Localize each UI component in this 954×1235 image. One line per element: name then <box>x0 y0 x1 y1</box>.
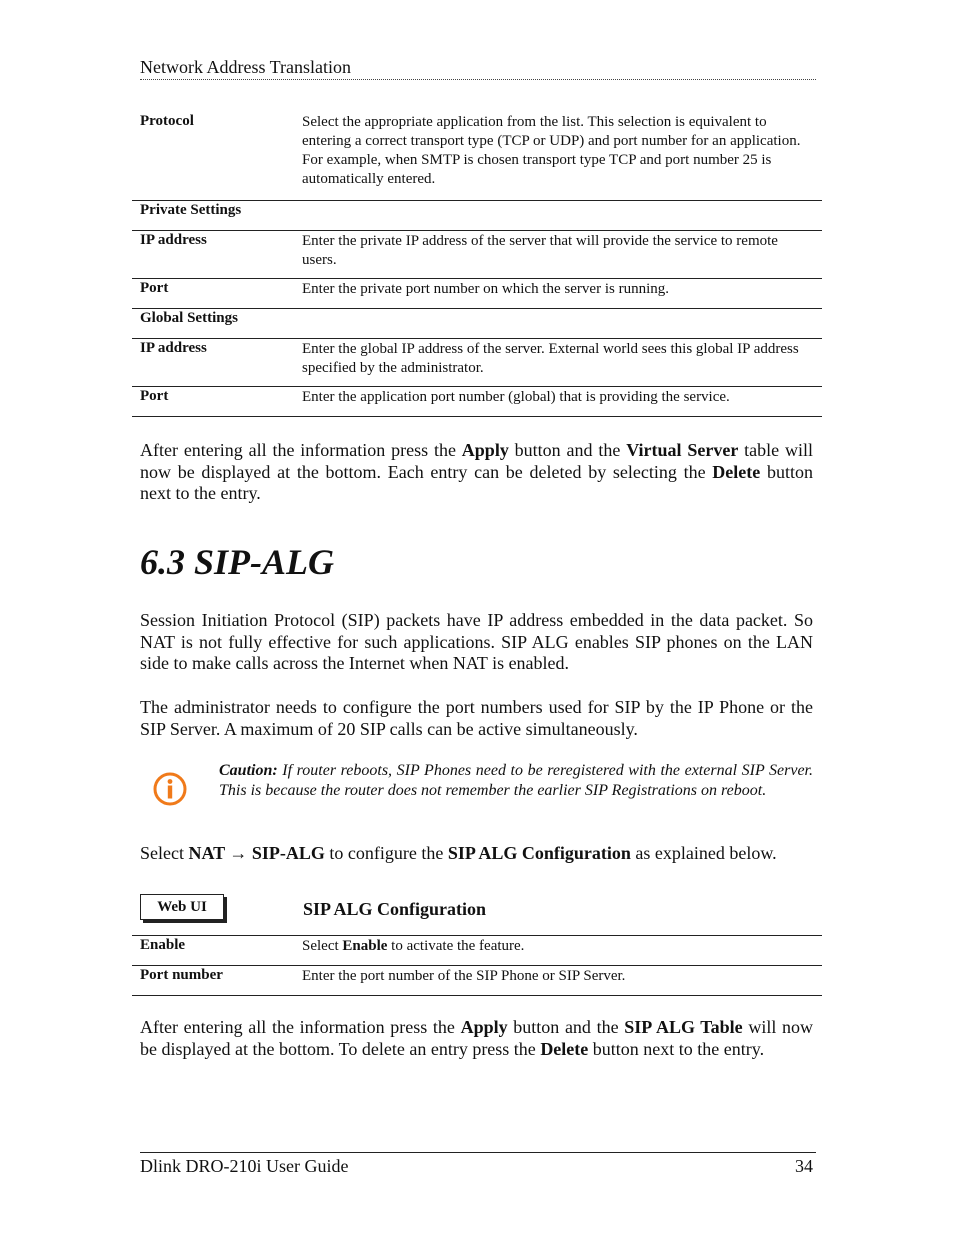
param-name: Enable <box>132 936 294 966</box>
param-desc: Enter the private port number on which the server is running. <box>294 278 822 308</box>
footer-guide-title: Dlink DRO-210i User Guide <box>140 1156 349 1176</box>
table-row <box>132 386 822 416</box>
param-desc <box>294 200 822 230</box>
param-desc: Enter the global IP address of the server. External world sees this global IP address specified by the administrator. <box>294 338 822 386</box>
caution-body: If router reboots, SIP Phones need to be reregistered with the external SIP Server. This is because the router does not remember the earlier SIP Registrations on reboot. <box>219 762 813 799</box>
page-number: 34 <box>795 1156 813 1176</box>
delete-term: Delete <box>712 461 761 482</box>
enable-term: Enable <box>342 938 388 954</box>
text: as explained below. <box>630 843 777 863</box>
table-row <box>132 308 822 338</box>
apply-term: Apply <box>460 1017 508 1037</box>
arrow-icon: → <box>224 843 252 863</box>
table-row <box>132 200 822 230</box>
text: button and the <box>507 1017 625 1037</box>
sip-alg-term: SIP-ALG <box>251 843 325 863</box>
param-name: Global Settings <box>132 308 294 338</box>
select-instruction <box>140 843 813 865</box>
sip-alg-config-title: SIP ALG Configuration <box>303 899 487 919</box>
param-name: IP address <box>132 338 294 386</box>
table-row <box>132 338 822 386</box>
text: to configure the <box>324 843 448 863</box>
table-row <box>132 966 822 996</box>
text: After entering all the information press the <box>140 440 462 460</box>
virtual-server-paragraph <box>140 440 813 505</box>
text: button next to the entry. <box>140 461 813 503</box>
nat-term: NAT <box>188 843 225 863</box>
sip-alg-config-term: SIP ALG Configuration <box>447 843 631 863</box>
sip-alg-table <box>132 935 822 996</box>
param-name: Port <box>132 386 294 416</box>
table-row <box>132 112 822 200</box>
sip-table-paragraph <box>140 1017 813 1060</box>
info-circle-icon <box>153 772 187 806</box>
table-row <box>132 936 822 966</box>
sip-alg-table-term: SIP ALG Table <box>624 1017 743 1037</box>
param-name: Private Settings <box>132 200 294 230</box>
param-name: IP address <box>132 230 294 278</box>
delete-term: Delete <box>540 1038 589 1059</box>
header-divider <box>140 79 816 80</box>
text: to activate the feature. <box>387 938 525 954</box>
text: Select <box>140 843 189 863</box>
sip-config-paragraph: The administrator needs to configure the port numbers used for SIP by the IP Phone or the SIP Server. A maximum of 20 SIP calls can be active simultaneously. <box>140 697 813 739</box>
footer-divider <box>140 1152 816 1153</box>
param-desc: Enter the private IP address of the server that will provide the service to remote users. <box>294 230 822 278</box>
table-row <box>132 230 822 278</box>
param-name: Protocol <box>132 112 294 200</box>
param-desc <box>294 936 822 966</box>
text: table will now be displayed at the bottom. Each entry can be deleted by selecting the <box>140 440 813 482</box>
parameter-table <box>132 112 822 417</box>
param-name: Port <box>132 278 294 308</box>
param-name: Port number <box>132 966 294 996</box>
text: button next to the entry. <box>588 1038 765 1059</box>
caution-label: Caution: <box>219 762 278 779</box>
page-header-title: Network Address Translation <box>140 57 351 77</box>
param-desc: Enter the application port number (global) that is providing the service. <box>294 386 822 416</box>
param-desc <box>294 308 822 338</box>
table-row <box>132 278 822 308</box>
section-heading: 6.3 SIP-ALG <box>140 542 335 582</box>
apply-term: Apply <box>461 440 509 460</box>
text: Select <box>302 938 343 954</box>
text: button and the <box>508 440 627 460</box>
text: After entering all the information press the <box>140 1017 461 1037</box>
virtual-server-term: Virtual Server <box>626 440 739 460</box>
param-desc: Select the appropriate application from the list. This selection is equivalent to entering a correct transport type (TCP or UDP) and port number for an application. For example, when SMTP is chosen transport type TCP and port number 25 is automatically entered. <box>294 112 822 200</box>
caution-note <box>219 761 813 800</box>
sip-intro-paragraph: Session Initiation Protocol (SIP) packets have IP address embedded in the data packet. So NAT is not fully effective for such applications. SIP ALG enables SIP phones on the LAN side to make calls across the Internet when NAT is enabled. <box>140 610 813 673</box>
text: will now be displayed at the bottom. To delete an entry press the <box>140 1017 814 1059</box>
param-desc: Enter the port number of the SIP Phone or SIP Server. <box>294 966 822 996</box>
web-ui-button: Web UI <box>140 894 224 920</box>
